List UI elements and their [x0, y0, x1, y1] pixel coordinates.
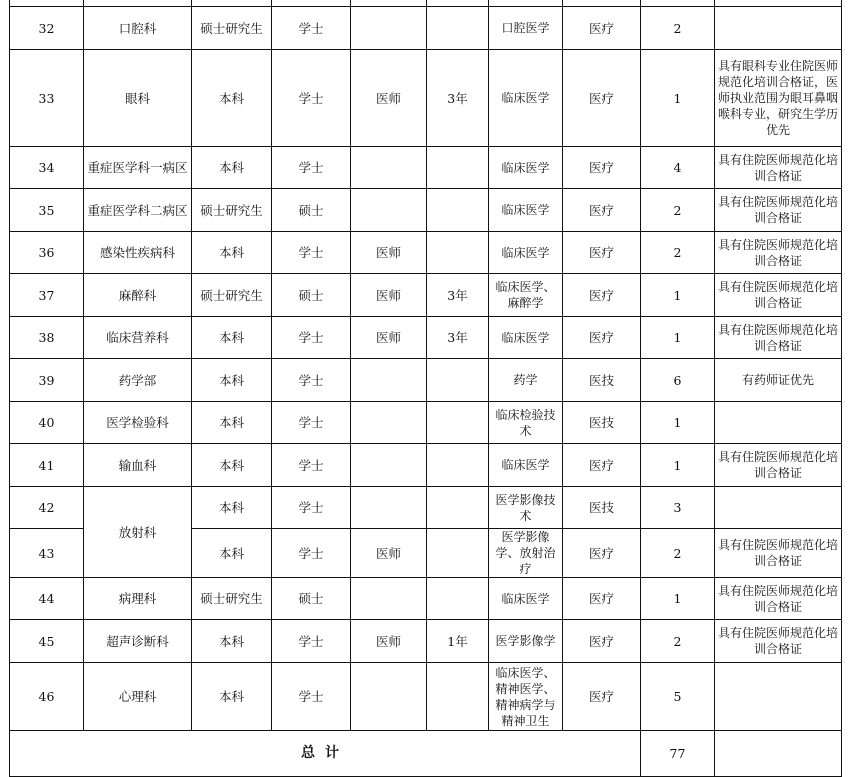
- category-cell: 医疗: [563, 189, 641, 232]
- title-cell: 医师: [351, 620, 427, 663]
- degree-cell: 硕士: [272, 578, 351, 620]
- title-cell: [351, 663, 427, 731]
- education-cell: 本科: [192, 317, 272, 359]
- degree-cell: 硕士: [272, 189, 351, 232]
- education-cell: 本科: [192, 147, 272, 189]
- count-cell: 1: [641, 274, 715, 317]
- requirement-cell: [715, 663, 842, 731]
- education-cell: 本科: [192, 663, 272, 731]
- requirement-cell: 具有住院医师规范化培训合格证: [715, 620, 842, 663]
- category-cell: 医疗: [563, 578, 641, 620]
- requirement-cell: 具有住院医师规范化培训合格证: [715, 529, 842, 578]
- table-row: [10, 444, 842, 487]
- department-cell: 感染性疾病科: [84, 232, 192, 274]
- experience-cell: [427, 232, 489, 274]
- category-cell: 医疗: [563, 663, 641, 731]
- row-number: 45: [10, 620, 84, 663]
- row-number: 34: [10, 147, 84, 189]
- title-cell: [351, 7, 427, 50]
- experience-cell: 3年: [427, 274, 489, 317]
- category-cell: 医技: [563, 359, 641, 402]
- count-cell: 1: [641, 444, 715, 487]
- education-cell: 本科: [192, 444, 272, 487]
- count-cell: 2: [641, 7, 715, 50]
- requirement-cell: 有药师证优先: [715, 359, 842, 402]
- requirement-cell: [715, 7, 842, 50]
- title-cell: [351, 189, 427, 232]
- category-cell: 医疗: [563, 274, 641, 317]
- major-cell: 临床医学: [489, 189, 563, 232]
- education-cell: 硕士研究生: [192, 7, 272, 50]
- experience-cell: [427, 402, 489, 444]
- experience-cell: [427, 444, 489, 487]
- count-cell: 2: [641, 529, 715, 578]
- education-cell: 本科: [192, 487, 272, 529]
- count-cell: 1: [641, 578, 715, 620]
- degree-cell: 学士: [272, 663, 351, 731]
- major-cell: 临床医学: [489, 578, 563, 620]
- count-cell: 6: [641, 359, 715, 402]
- major-cell: 临床医学: [489, 232, 563, 274]
- department-cell: 麻醉科: [84, 274, 192, 317]
- degree-cell: 学士: [272, 620, 351, 663]
- department-cell: 输血科: [84, 444, 192, 487]
- experience-cell: 1年: [427, 620, 489, 663]
- recruitment-table: [9, 0, 842, 777]
- department-cell: 眼科: [84, 50, 192, 147]
- title-cell: [351, 487, 427, 529]
- category-cell: 医疗: [563, 7, 641, 50]
- count-cell: 1: [641, 50, 715, 147]
- table-row: [10, 402, 842, 444]
- requirement-cell: 具有住院医师规范化培训合格证: [715, 232, 842, 274]
- requirement-cell: 具有住院医师规范化培训合格证: [715, 317, 842, 359]
- count-cell: 5: [641, 663, 715, 731]
- major-cell: 临床医学: [489, 317, 563, 359]
- count-cell: 2: [641, 620, 715, 663]
- row-number: 44: [10, 578, 84, 620]
- requirement-cell: 具有住院医师规范化培训合格证: [715, 147, 842, 189]
- experience-cell: [427, 578, 489, 620]
- table-row: [10, 274, 842, 317]
- table-row: [10, 7, 842, 50]
- table-row: [10, 620, 842, 663]
- major-cell: 医学影像学、放射治疗: [489, 529, 563, 578]
- experience-cell: [427, 189, 489, 232]
- count-cell: 2: [641, 189, 715, 232]
- experience-cell: 3年: [427, 50, 489, 147]
- degree-cell: 学士: [272, 50, 351, 147]
- title-cell: 医师: [351, 274, 427, 317]
- table-row: [10, 487, 842, 529]
- major-cell: 医学影像学: [489, 620, 563, 663]
- row-number: 42: [10, 487, 84, 529]
- title-cell: [351, 578, 427, 620]
- table-row: [10, 578, 842, 620]
- total-label: 总计: [10, 731, 641, 777]
- title-cell: 医师: [351, 50, 427, 147]
- major-cell: 医学影像技术: [489, 487, 563, 529]
- requirement-cell: 具有住院医师规范化培训合格证: [715, 578, 842, 620]
- department-cell: 重症医学科二病区: [84, 189, 192, 232]
- total-count: 77: [641, 731, 715, 777]
- education-cell: 硕士研究生: [192, 578, 272, 620]
- department-cell: 医学检验科: [84, 402, 192, 444]
- degree-cell: 学士: [272, 147, 351, 189]
- major-cell: 临床医学: [489, 50, 563, 147]
- degree-cell: 学士: [272, 7, 351, 50]
- requirement-cell: [715, 487, 842, 529]
- table-row: [10, 359, 842, 402]
- requirement-cell: [715, 402, 842, 444]
- experience-cell: [427, 529, 489, 578]
- category-cell: 医疗: [563, 50, 641, 147]
- degree-cell: 硕士: [272, 274, 351, 317]
- department-cell: 口腔科: [84, 7, 192, 50]
- degree-cell: 学士: [272, 402, 351, 444]
- requirement-cell: 具有眼科专业住院医师规范化培训合格证，医师执业范围为眼耳鼻咽喉科专业，研究生学历优先: [715, 50, 842, 147]
- experience-cell: [427, 147, 489, 189]
- count-cell: 4: [641, 147, 715, 189]
- experience-cell: 3年: [427, 317, 489, 359]
- row-number: 38: [10, 317, 84, 359]
- title-cell: 医师: [351, 317, 427, 359]
- degree-cell: 学士: [272, 317, 351, 359]
- degree-cell: 学士: [272, 444, 351, 487]
- table-row: [10, 232, 842, 274]
- degree-cell: 学士: [272, 359, 351, 402]
- title-cell: [351, 359, 427, 402]
- degree-cell: 学士: [272, 529, 351, 578]
- major-cell: 临床医学、精神医学、精神病学与精神卫生: [489, 663, 563, 731]
- title-cell: 医师: [351, 232, 427, 274]
- experience-cell: [427, 7, 489, 50]
- row-number: 32: [10, 7, 84, 50]
- row-number: 41: [10, 444, 84, 487]
- department-cell: 超声诊断科: [84, 620, 192, 663]
- category-cell: 医疗: [563, 317, 641, 359]
- row-number: 33: [10, 50, 84, 147]
- row-number: 39: [10, 359, 84, 402]
- category-cell: 医疗: [563, 529, 641, 578]
- experience-cell: [427, 487, 489, 529]
- department-cell: 药学部: [84, 359, 192, 402]
- table-row: [10, 663, 842, 731]
- category-cell: 医疗: [563, 232, 641, 274]
- education-cell: 硕士研究生: [192, 274, 272, 317]
- major-cell: 临床医学: [489, 147, 563, 189]
- row-number: 36: [10, 232, 84, 274]
- major-cell: 口腔医学: [489, 7, 563, 50]
- title-cell: [351, 402, 427, 444]
- education-cell: 本科: [192, 620, 272, 663]
- row-number: 35: [10, 189, 84, 232]
- experience-cell: [427, 663, 489, 731]
- degree-cell: 学士: [272, 232, 351, 274]
- category-cell: 医疗: [563, 620, 641, 663]
- title-cell: [351, 444, 427, 487]
- table-row: [10, 189, 842, 232]
- department-cell: 心理科: [84, 663, 192, 731]
- category-cell: 医疗: [563, 444, 641, 487]
- requirement-cell: 具有住院医师规范化培训合格证: [715, 444, 842, 487]
- count-cell: 2: [641, 232, 715, 274]
- table-row: [10, 147, 842, 189]
- department-cell: 放射科: [84, 487, 192, 578]
- department-cell: 重症医学科一病区: [84, 147, 192, 189]
- count-cell: 1: [641, 402, 715, 444]
- major-cell: 临床医学、麻醉学: [489, 274, 563, 317]
- title-cell: [351, 147, 427, 189]
- requirement-cell: 具有住院医师规范化培训合格证: [715, 274, 842, 317]
- major-cell: 药学: [489, 359, 563, 402]
- major-cell: 临床检验技术: [489, 402, 563, 444]
- category-cell: 医疗: [563, 147, 641, 189]
- education-cell: 本科: [192, 232, 272, 274]
- category-cell: 医技: [563, 402, 641, 444]
- department-cell: 病理科: [84, 578, 192, 620]
- count-cell: 1: [641, 317, 715, 359]
- recruitment-table-container: [9, 0, 841, 777]
- education-cell: 硕士研究生: [192, 189, 272, 232]
- count-cell: 3: [641, 487, 715, 529]
- department-cell: 临床营养科: [84, 317, 192, 359]
- title-cell: 医师: [351, 529, 427, 578]
- experience-cell: [427, 359, 489, 402]
- table-row: [10, 317, 842, 359]
- table-row: [10, 50, 842, 147]
- requirement-cell: 具有住院医师规范化培训合格证: [715, 189, 842, 232]
- education-cell: 本科: [192, 50, 272, 147]
- education-cell: 本科: [192, 359, 272, 402]
- education-cell: 本科: [192, 402, 272, 444]
- row-number: 40: [10, 402, 84, 444]
- education-cell: 本科: [192, 529, 272, 578]
- major-cell: 临床医学: [489, 444, 563, 487]
- row-number: 37: [10, 274, 84, 317]
- row-number: 46: [10, 663, 84, 731]
- row-number: 43: [10, 529, 84, 578]
- category-cell: 医技: [563, 487, 641, 529]
- degree-cell: 学士: [272, 487, 351, 529]
